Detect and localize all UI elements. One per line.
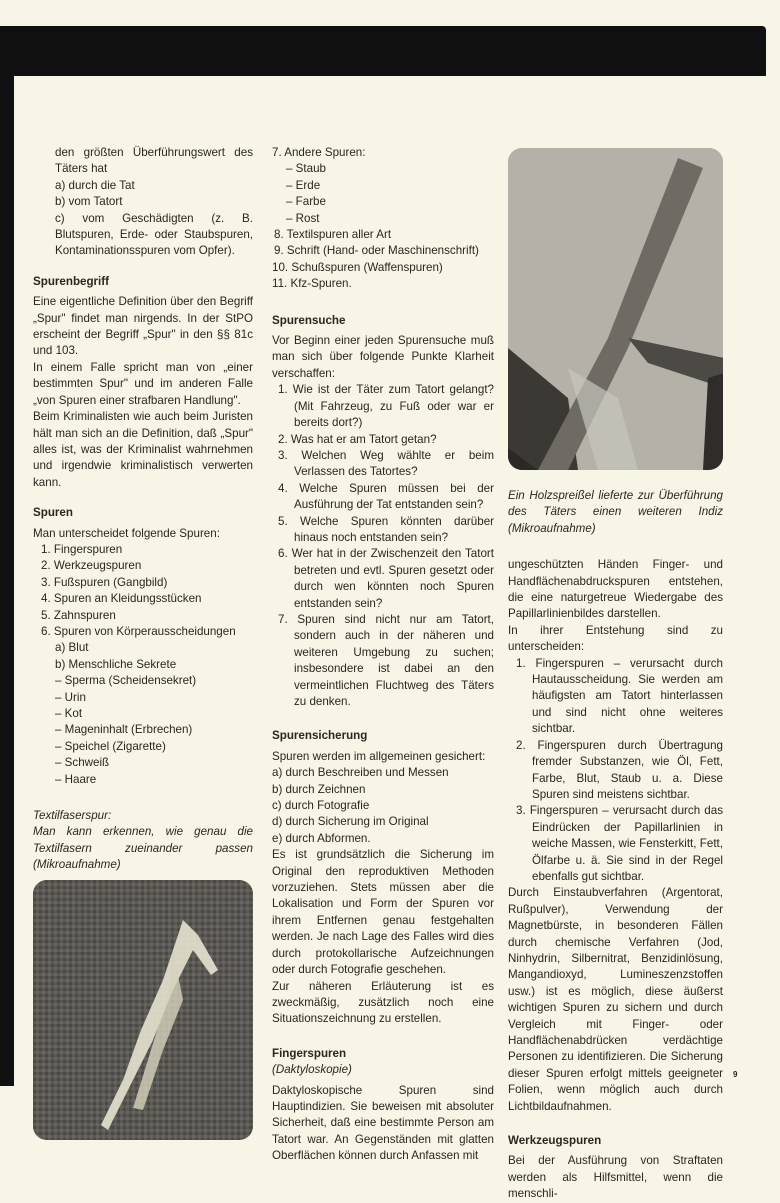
paragraph: Es ist grundsätzlich die Sicherung im Original den reproduktiven Methoden vorzuziehen. Stets müssen aber die Lokalisation und Form der Spuren vor ihrem Entfernen genau festgehalten werden. Je nach Lage des Falles wird dies durch protokollarische Aufzeichnungen oder durch Fotografie geschehen.	[272, 848, 494, 977]
caption-title: Textilfaserspur:	[33, 809, 112, 823]
list-item: 11. Kfz-Spuren.	[272, 277, 352, 291]
caption-text: Ein Holzspreißel lieferte zur Überführung des Täters einen weiteren Indiz (Mikroaufnahme)	[508, 489, 723, 535]
paragraph: Bei der Ausführung von Straftaten werden als Hilfsmittel, wenn die menschli-	[508, 1154, 723, 1201]
list-item: 3. Welchen Weg wählte er beim Verlassen des Tatortes?	[278, 448, 494, 479]
section-heading: Spuren	[33, 506, 73, 520]
paragraph: Daktyloskopische Spuren sind Hauptindizien. Sie beweisen mit absoluter Sicherheit, daß eine bestimmte Person am Tatort war. An Gegenständen mit glatten Oberflächen können durch Anfassen mit	[272, 1083, 494, 1163]
spuren-section	[33, 505, 253, 788]
list-item: 7. Spuren sind nicht nur am Tatort, sondern auch in der näheren und weiteren Umgebung zu suchen; insbesondere ist dabei an den vermeintlichen Fluchtweg des Täters zu denken.	[278, 612, 494, 708]
list-item: 4. Welche Spuren müssen bei der Ausführung der Tat entstanden sein?	[278, 481, 494, 512]
list-item: a) durch Beschreiben und Messen	[272, 766, 449, 780]
paragraph: Vor Beginn einer jeden Spurensuche muß man sich über folgende Punkte Klarheit verschaffen:	[272, 334, 494, 380]
wood-splinter-photo	[508, 148, 723, 470]
list-item: 10. Schußspuren (Waffenspuren)	[272, 260, 443, 274]
spurensicherung-section	[272, 728, 494, 1027]
page-frame-top	[0, 26, 766, 76]
paragraph: In ihrer Entstehung sind zu unterscheiden:	[508, 623, 723, 654]
intro-item: c) vom Geschädigten (z. B. Blutspuren, Erde- oder Staubspuren, Kontaminationsspuren vom Opfer).	[55, 211, 253, 258]
list-item: 6. Wer hat in der Zwischenzeit den Tatort betreten und evtl. Spuren gesetzt oder durch wen könnten noch Spuren entstanden sein?	[278, 547, 494, 610]
section-heading: Fingerspuren	[272, 1046, 347, 1060]
list-item: b) durch Zeichnen	[272, 782, 366, 796]
intro-text: den größten Überführungswert des Täters hat	[55, 146, 253, 176]
page-number: 9	[733, 1070, 738, 1079]
paragraph: Durch Einstaubverfahren (Argentorat, Rußpulver), Verwendung der Magnetbürste, in besonderen Fällen durch chemische Verfahren (Jod, Ninhydrin, Silbernitrat, Benzidinlösung, Mangandioxyd, Lumineszenzstoffen usw.) ist es möglich, diese äußerst wichtigen Spuren zu sichern und durch Vergleich mit Finger- oder Handflächenabdrücken verdächtige Personen zu identifizieren. Die Sicherung dieser Spuren erfolgt mittels geeigneter Folien, wenn möglich auch durch Lichtbildaufnahmen.	[508, 886, 723, 1113]
list-subitem: a) Blut	[55, 641, 89, 655]
list-subitem: – Haare	[55, 772, 97, 786]
list-subitem: – Erde	[286, 178, 321, 192]
list-item: 6. Spuren von Körperausscheidungen	[41, 624, 236, 638]
textile-fiber-photo	[33, 880, 253, 1140]
list-item: 4. Spuren an Kleidungsstücken	[41, 592, 202, 606]
caption-wood	[508, 488, 723, 537]
list-subitem: – Speichel (Zigarette)	[55, 739, 166, 753]
section-heading: Werkzeugspuren	[508, 1134, 602, 1148]
section-subheading: (Daktyloskopie)	[272, 1063, 352, 1077]
fingerspuren-continued	[508, 557, 723, 1115]
list-item: 2. Fingerspuren durch Übertragung fremder Substanzen, wie Öl, Fett, Farbe, Blut, Staub u. a. Diese Spuren sind meistens sichtbar.	[516, 738, 723, 801]
paragraph: Beim Kriminalisten wie auch beim Juristen hält man sich an die Definition, daß „Spur" alles ist, was der Kriminalist wahrnehmen und irgendwie kriminalistisch verwerten kann.	[33, 410, 253, 489]
list-subitem: – Schweiß	[55, 756, 110, 770]
intro-item: a) durch die Tat	[55, 178, 135, 192]
paragraph: Man unterscheidet folgende Spuren:	[33, 526, 220, 540]
list-item: 1. Fingerspuren – verursacht durch Hautausscheidung. Sie werden am häufigsten am Tatort hinterlassen und sind nicht ohne weiteres sichtbar.	[516, 656, 723, 736]
spurenbegriff-section	[33, 274, 253, 491]
section-heading: Spurensicherung	[272, 729, 368, 743]
list-item: 9. Schrift (Hand- oder Maschinenschrift)	[274, 244, 479, 258]
list-subitem: – Kot	[55, 707, 83, 720]
section-heading: Spurenbegriff	[33, 274, 110, 288]
list-item: 5. Zahnspuren	[41, 608, 116, 622]
paragraph: Spuren werden im allgemeinen gesichert:	[272, 749, 486, 763]
list-item: 3. Fingerspuren – verursacht durch das Eindrücken der Papillarlinien in weiche Massen, wie Fensterkitt, Fett, Ölfarbe u. ä. Sie sind in der Regel ebenfalls gut sichtbar.	[516, 804, 723, 883]
paragraph: Eine eigentliche Definition über den Begriff „Spur" findet man nirgends. In der StPO erscheint der Begriff „Spur" in den §§ 81c und 103.	[33, 295, 253, 358]
list-subitem: b) Menschliche Sekrete	[55, 657, 177, 671]
list-subitem: – Urin	[55, 690, 86, 704]
list-item: 7. Andere Spuren:	[272, 146, 366, 159]
column-1	[33, 145, 253, 1140]
list-subitem: – Farbe	[286, 195, 326, 209]
list-item: 1. Fingerspuren	[41, 542, 123, 556]
list-subitem: – Staub	[286, 162, 326, 176]
paragraph: In einem Falle spricht man von „einer bestimmten Spur" und im anderen Falle „von Spuren einer strafbaren Handlung".	[33, 360, 253, 407]
column-2	[272, 145, 494, 1165]
list-item: 2. Werkzeugspuren	[41, 559, 142, 573]
list-item: d) durch Sicherung im Original	[272, 815, 429, 829]
paragraph: ungeschützten Händen Finger- und Handflächenabdruckspuren entstehen, die eine naturgetreue Wiedergabe des Papillarlinienbildes darstellen.	[508, 558, 723, 621]
werkzeugspuren-section	[508, 1133, 723, 1203]
intro-block	[55, 145, 253, 260]
list-item: c) durch Fotografie	[272, 799, 370, 813]
list-subitem: – Mageninhalt (Erbrechen)	[55, 723, 193, 737]
list-item: 8. Textilspuren aller Art	[274, 228, 392, 242]
list-item: 3. Fußspuren (Gangbild)	[41, 575, 168, 589]
spuren-list-continued	[272, 145, 494, 293]
section-heading: Spurensuche	[272, 313, 346, 327]
page-frame-left	[0, 26, 14, 1086]
spurensuche-section	[272, 313, 494, 711]
intro-item: b) vom Tatort	[55, 195, 123, 209]
list-subitem: – Rost	[286, 211, 320, 225]
list-item: e) durch Abformen.	[272, 831, 371, 845]
list-item: 5. Welche Spuren könnten darüber hinaus noch entstanden sein?	[278, 514, 494, 544]
column-3	[508, 148, 723, 1203]
list-item: 1. Wie ist der Täter zum Tatort gelangt? (Mit Fahrzeug, zu Fuß oder war er bereits dort?)	[278, 383, 494, 430]
fingerspuren-section	[272, 1046, 494, 1165]
caption-textile	[33, 808, 253, 874]
list-item: 2. Was hat er am Tatort getan?	[278, 432, 437, 446]
paragraph: Zur näheren Erläuterung ist es zweckmäßig, zusätzlich noch eine Situationszeichnung zu erstellen.	[272, 979, 494, 1026]
caption-text: Man kann erkennen, wie genau die Textilfasern zueinander passen (Mikroaufnahme)	[33, 825, 253, 872]
list-subitem: – Sperma (Scheidensekret)	[55, 674, 197, 688]
